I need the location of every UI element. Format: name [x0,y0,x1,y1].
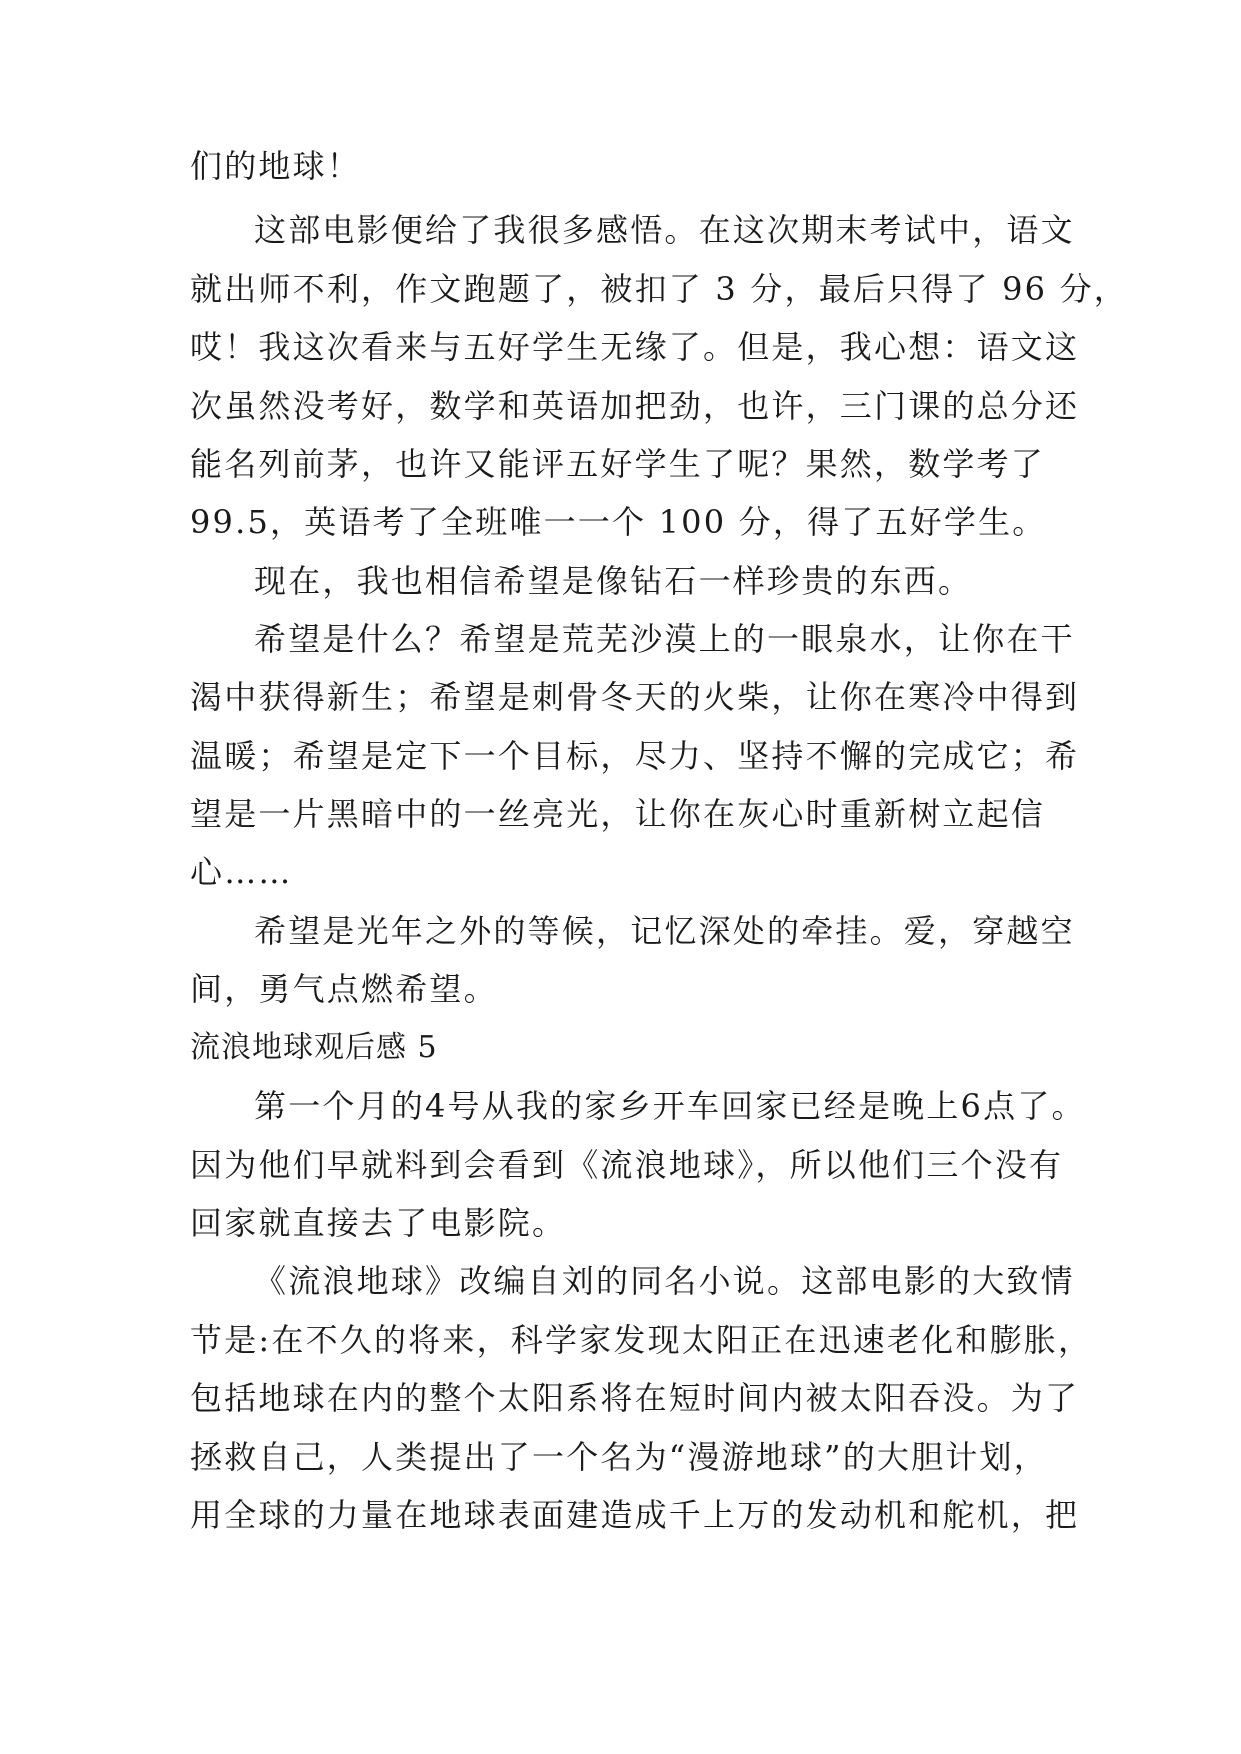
section-heading: 流浪地球观后感 5 [190,1030,438,1065]
text-line: 心…… [190,853,293,891]
text-line: 渴中获得新生；希望是刺骨冬天的火柴，让你在寒冷中得到 [190,678,1080,716]
text-line: 哎！我这次看来与五好学生无缘了。但是，我心想：语文这 [190,328,1080,366]
paragraph-first-line: 现在，我也相信希望是像钻石一样珍贵的东西。 [254,562,973,600]
text-line: 温暖；希望是定下一个目标，尽力、坚持不懈的完成它；希 [190,737,1080,775]
text-line: 用全球的力量在地球表面建造成千上万的发动机和舵机，把 [190,1496,1080,1534]
text-line: 间，勇气点燃希望。 [190,970,498,1008]
paragraph-first-line: 这部电影便给了我很多感悟。在这次期末考试中，语文 [254,211,1075,249]
text-line: 们的地球！ [190,147,362,185]
paragraph-first-line: 《流浪地球》改编自刘的同名小说。这部电影的大致情 [254,1262,1075,1300]
text-line: 回家就直接去了电影院。 [190,1204,567,1242]
text-line: 包括地球在内的整个太阳系将在短时间内被太阳吞没。为了 [190,1379,1080,1417]
text-line: 99.5，英语考了全班唯一一个 100 分，得了五好学生。 [190,503,1047,541]
text-line: 因为他们早就料到会看到《流浪地球》，所以他们三个没有 [190,1146,1064,1184]
paragraph-first-line: 希望是什么？希望是荒芜沙漠上的一眼泉水，让你在干 [254,620,1075,658]
text-line: 拯救自己，人类提出了一个名为“漫游地球”的大胆计划， [190,1438,1048,1476]
text-line: 能名列前茅，也许又能评五好学生了呢？果然，数学考了 [190,445,1046,483]
text-line: 就出师不利，作文跑题了，被扣了 3 分，最后只得了 96 分， [190,270,1128,308]
paragraph-first-line: 希望是光年之外的等候，记忆深处的牵挂。爱，穿越空 [254,912,1075,950]
text-line: 望是一片黑暗中的一丝亮光，让你在灰心时重新树立起信 [190,795,1046,833]
text-line: 节是:在不久的将来，科学家发现太阳正在迅速老化和膨胀， [190,1321,1093,1359]
text-line: 次虽然没考好，数学和英语加把劲，也许，三门课的总分还 [190,387,1080,425]
paragraph-first-line: 第一个月的4号从我的家乡开车回家已经是晚上6点了。 [254,1087,1086,1125]
